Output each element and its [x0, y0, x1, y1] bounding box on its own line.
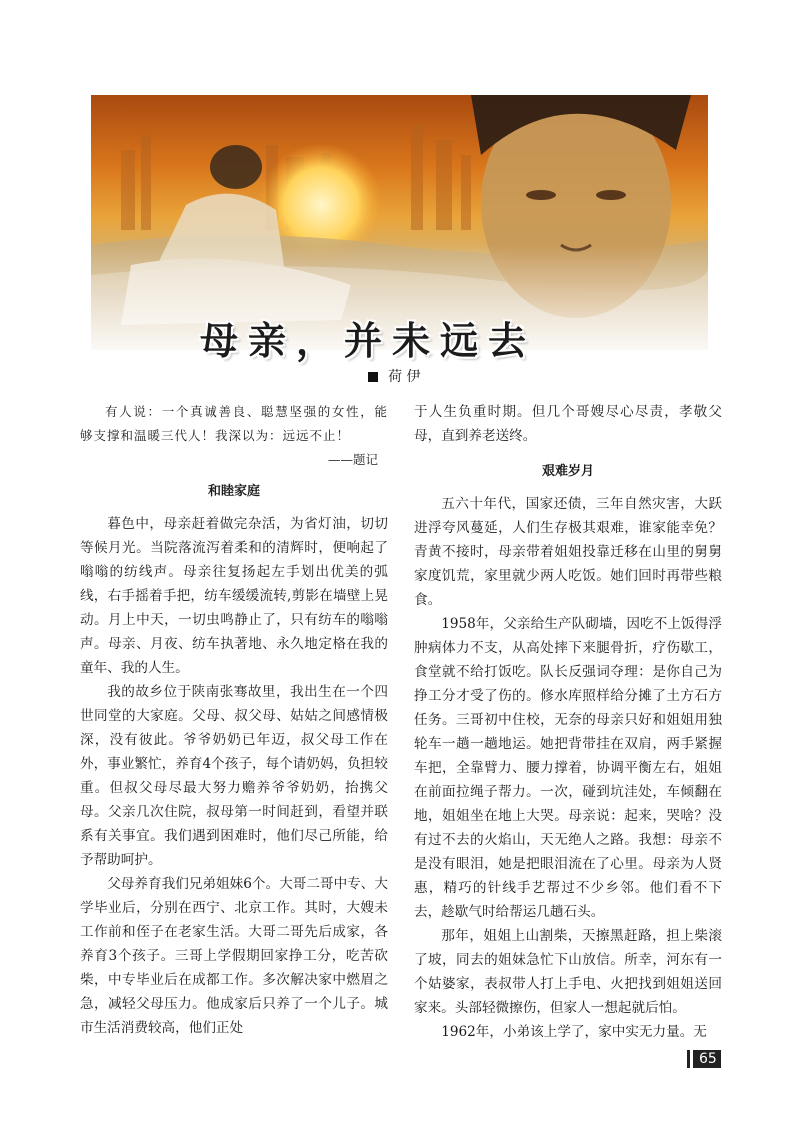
paragraph: 1962年，小弟该上学了，家中实无力量。无	[441, 1024, 707, 1040]
page-number: 65	[690, 1050, 721, 1068]
paragraph-continuation: 于人生负重时期。但几个哥嫂尽心尽责，孝敬父母，直到养老送终。	[414, 404, 722, 444]
paragraph: 暮色中，母亲赶着做完杂活，为省灯油，切切等候月光。当院落流泻着柔和的清辉时，便响起了嗡嗡的纺线声。母亲往复扬起左手划出优美的弧线，右手摇着手把，纺车缓缓流转,剪影在墙壁上晃动。月上中天，一切虫鸣静止了，只有纺车的嗡嗡声。母亲、月夜、纺车执著地、永久地定格在我的童年、我的人生。	[80, 516, 388, 676]
paragraph: 1958年，父亲给生产队砌墙，因吃不上饭得浮肿病体力不支，从高处摔下来腿骨折，疗伤歇工，食堂就不给打饭吃。队长反强词夺理：是你自己为挣工分才受了伤的。修水库照样给分摊了土方石方任务。三哥初中住校，无奈的母亲只好和姐姐用独轮车一趟一趟地运。她把背带挂在双肩，两手紧握车把，全靠臂力、腰力撑着，协调平衡左右，姐姐在前面拉绳子帮力。一次，碰到坑洼处，车倾翻在地，姐姐坐在地上大哭。母亲说：起来，哭啥？没有过不去的火焰山，天无绝人之路。我想：母亲不是没有眼泪，她是把眼泪流在了心里。母亲为人贤惠，精巧的针线手艺帮过不少乡邻。他们看不下去，趁歇气时给帮运几趟石头。	[414, 616, 722, 920]
left-column	[80, 400, 388, 1040]
paragraph: 父母养育我们兄弟姐妹6个。大哥二哥中专、大学毕业后，分别在西宁、北京工作。其时，大嫂未工作前和侄子在老家生活。大哥二哥先后成家，各养育3个孩子。三哥上学假期回家挣工分，吃苦砍柴，中专毕业后在成都工作。多次解决家中燃眉之急，减轻父母压力。他成家后只养了一个儿子。城市生活消费较高，他们正处	[80, 876, 388, 1036]
epigraph: 有人说：一个真诚善良、聪慧坚强的女性，能够支撑和温暖三代人！我深以为：远远不止！	[80, 404, 388, 443]
epigraph-signature: ——题记	[327, 452, 378, 467]
section-heading: 和睦家庭	[207, 484, 260, 499]
article-title: 母亲，并未远去	[200, 319, 537, 363]
author-marker-icon	[368, 372, 378, 382]
author-line	[368, 366, 420, 386]
paragraph: 我的故乡位于陕南张骞故里，我出生在一个四世同堂的大家庭。父母、叔父母、姑姑之间感情极深，没有彼此。爷爷奶奶已年迈，叔父母工作在外，事业繁忙，养育4个孩子，每个请奶妈，负担较重。但叔父母尽最大努力赡养爷爷奶奶，抬携父母。父亲几次住院，叔母第一时间赶到，看望并联系有关事宜。我们遇到困难时，他们尽己所能，给予帮助呵护。	[80, 684, 388, 868]
author-name: 荷 伊	[388, 369, 421, 385]
right-column	[414, 400, 722, 1044]
paragraph: 那年，姐姐上山割柴，天擦黑赶路，担上柴滚了坡，同去的姐妹急忙下山放信。所幸，河东有一个姑婆家，表叔带人打上手电、火把找到姐姐送回家来。头部轻微擦伤，但家人一想起就后怕。	[414, 928, 722, 1016]
section-heading: 艰难岁月	[541, 464, 594, 479]
paragraph: 五六十年代，国家还债，三年自然灾害，大跃进浮夸风蔓延，人们生存极其艰难，谁家能幸免？青黄不接时，母亲带着姐姐投靠迁移在山里的舅舅家度饥荒，家里就少两人吃饭。她们回时再带些粮食。	[414, 496, 722, 608]
